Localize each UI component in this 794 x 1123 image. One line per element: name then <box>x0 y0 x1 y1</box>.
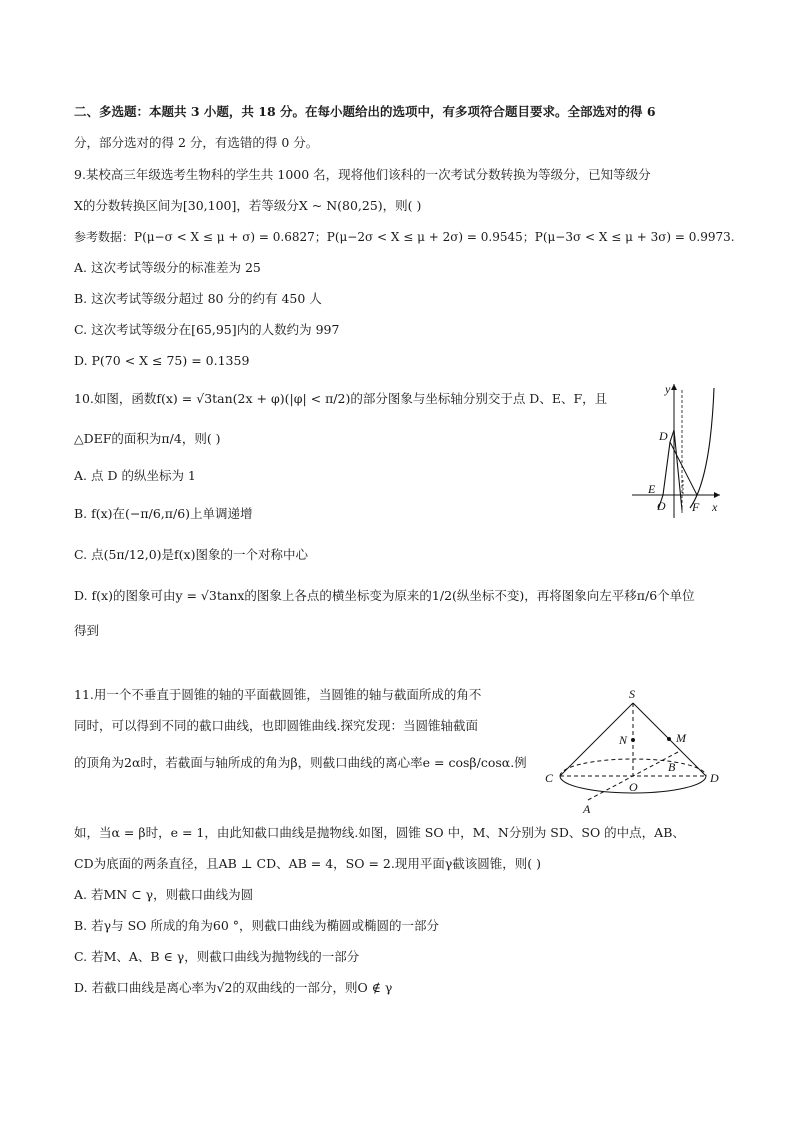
label-B: B <box>668 760 676 774</box>
q11-cone-figure <box>540 683 725 818</box>
q9-option-a: A. 这次考试等级分的标准差为 25 <box>74 260 261 275</box>
q9-reference-data: 参考数据：P(μ−σ < X ≤ μ + σ) = 0.6827；P(μ−2σ < X ≤ μ + 2σ) = 0.9545；P(μ−3σ < X ≤ μ + 3σ) = 0.9973. <box>74 230 735 244</box>
label-C: C <box>545 771 554 785</box>
label-F: F <box>692 500 700 514</box>
section-title-line1: 二、多选题：本题共 3 小题，共 18 分。在每小题给出的选项中，有多项符合题目要求。全部选对的得 6 <box>74 104 656 119</box>
q10-stem-line1: 10.如图，函数f(x) = √3tan(2x + φ)(|φ| < π/2)的部分图象与坐标轴分别交于点 D、E、F，且 <box>74 391 608 406</box>
q10-option-a: A. 点 D 的纵坐标为 1 <box>74 468 196 483</box>
point-N <box>631 738 635 742</box>
q10-option-d-line2: 得到 <box>74 623 100 638</box>
label-D: D <box>710 771 719 785</box>
q11-option-b: B. 若γ与 SO 所成的角为60 °，则截口曲线为椭圆或椭圆的一部分 <box>74 918 439 933</box>
label-O: O <box>657 499 666 513</box>
label-E: E <box>648 482 656 496</box>
q11-stem-line2: 同时，可以得到不同的截口曲线，也即圆锥曲线.探究发现：当圆锥轴截面 <box>74 718 478 733</box>
q9-option-b: B. 这次考试等级分超过 80 分的约有 450 人 <box>74 291 322 306</box>
label-S: S <box>629 687 635 701</box>
label-M: M <box>676 731 686 745</box>
q11-stem-line1: 11.用一个不垂直于圆锥的轴的平面截圆锥，当圆锥的轴与截面所成的角不 <box>74 687 482 702</box>
label-O: O <box>629 780 638 794</box>
q11-stem-line5: CD为底面的两条直径，且AB ⊥ CD、AB = 4，SO = 2.现用平面γ截该圆锥，则( ) <box>74 856 542 871</box>
label-A: A <box>583 802 591 816</box>
label-x: x <box>712 500 718 514</box>
q11-option-d: D. 若截口曲线是离心率为√2的双曲线的一部分，则O ∉ γ <box>74 980 393 995</box>
q9-option-c: C. 这次考试等级分在[65,95]内的人数约为 997 <box>74 322 340 337</box>
point-M <box>667 737 671 741</box>
label-y: y <box>665 382 671 396</box>
q11-option-c: C. 若M、A、B ∈ γ，则截口曲线为抛物线的一部分 <box>74 949 360 964</box>
q9-stem-line2: X的分数转换区间为[30,100]，若等级分X ~ N(80,25)，则( ) <box>74 198 422 213</box>
q11-stem-line4: 如，当α = β时，e = 1，由此知截口曲线是抛物线.如图，圆锥 SO 中，M、N分别为 SD、SO 的中点，AB、 <box>74 825 685 840</box>
x-axis-arrow <box>714 492 720 498</box>
label-D: D <box>659 429 668 443</box>
y-axis-arrow <box>671 384 677 390</box>
q10-option-b: B. f(x)在(−π/6,π/6)上单调递增 <box>74 506 253 521</box>
q11-option-a: A. 若MN ⊂ γ，则截口曲线为圆 <box>74 887 254 902</box>
q10-option-d-line1: D. f(x)的图象可由y = √3tanx的图象上各点的横坐标变为原来的1/2(纵坐标不变)，再将图象向左平移π/6个单位 <box>74 588 695 603</box>
q10-tangent-graph <box>632 380 722 520</box>
section-title-line2: 分，部分选对的得 2 分，有选错的得 0 分。 <box>74 135 319 150</box>
tan-curve-right <box>690 388 714 508</box>
q11-stem-line3: 的顶角为2α时，若截面与轴所成的角为β，则截口曲线的离心率e = cosβ/cosα.例 <box>74 755 527 770</box>
q9-stem-line1: 9.某校高三年级选考生物科的学生共 1000 名，现将他们该科的一次考试分数转换为等级分，已知等级分 <box>74 167 651 182</box>
q10-option-c: C. 点(5π/12,0)是f(x)图象的一个对称中心 <box>74 547 308 562</box>
q10-stem-line2: △DEF的面积为π/4，则( ) <box>74 431 221 446</box>
q9-option-d: D. P(70 < X ≤ 75) = 0.1359 <box>74 353 250 368</box>
label-N: N <box>619 733 628 747</box>
